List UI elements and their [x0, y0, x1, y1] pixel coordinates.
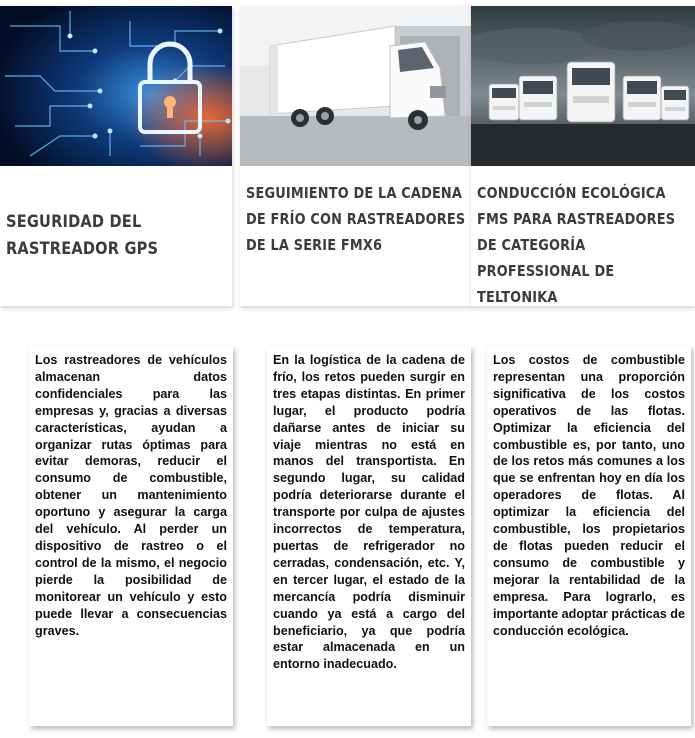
description-cold-chain: En la logística de la cadena de frío, los retos pueden surgir en tres etapas distintas. En primer lugar, el producto podría dañarse antes de iniciar su viaje mientras no está en manos del transportista. En segundo lugar, su calidad podría deteriorarse durante el transporte por culpa de ajustes incorrectos de temperatura, puertas de refrigerador no cerradas, condensación, etc. Y, en tercer lugar, el estado de la mercancía podría disminuir cuando ya está a cargo del beneficiario, ya que podría estar almacenada en un entorno inadecuado. [267, 346, 471, 726]
truck-fleet-image[interactable] [471, 6, 695, 166]
description-gps-security: Los rastreadores de vehículos almacenan datos confidenciales para las empresas y, gracias a diversas características, ayudan a organizar rutas óptimas para evitar demoras, reducir el consumo de combustible, obtener un mantenimiento oportuno y asegurar la carga del vehículo. Al perder un dispositivo de rastreo o el control de la mismo, el negocio pierde la posibilidad de monitorear un vehículo y esto puede llevar a consecuencias graves. [29, 346, 233, 726]
refrigerated-truck-image[interactable] [240, 6, 472, 166]
card-title[interactable]: SEGURIDAD DEL RASTREADOR GPS [6, 212, 159, 259]
article-card-eco-driving[interactable] [471, 6, 695, 306]
cyber-security-padlock-image[interactable] [0, 6, 232, 166]
card-title[interactable]: SEGUIMIENTO DE LA CADENA DE FRÍO CON RASTREADORES DE LA SERIE FMX6 [246, 184, 466, 254]
article-card-cold-chain[interactable] [240, 6, 472, 306]
article-card-gps-security[interactable] [0, 6, 232, 306]
card-title[interactable]: CONDUCCIÓN ECOLÓGICA FMS PARA RASTREADORES DE CATEGORÍA PROFESSIONAL DE TELTONIKA [477, 184, 676, 306]
description-eco-driving: Los costos de combustible representan una proporción significativa de los costos operativos de las flotas. Optimizar la eficiencia del combustible es, por tanto, uno de los retos más comunes a los que se enfrentan hoy en día los operadores de flotas. Al optimizar la eficiencia del combustible, los propietarios de flotas pueden reducir el consumo de combustible y mejorar la rentabilidad de la empresa. Para lograrlo, es importante adoptar prácticas de conducción ecológica. [487, 346, 691, 726]
